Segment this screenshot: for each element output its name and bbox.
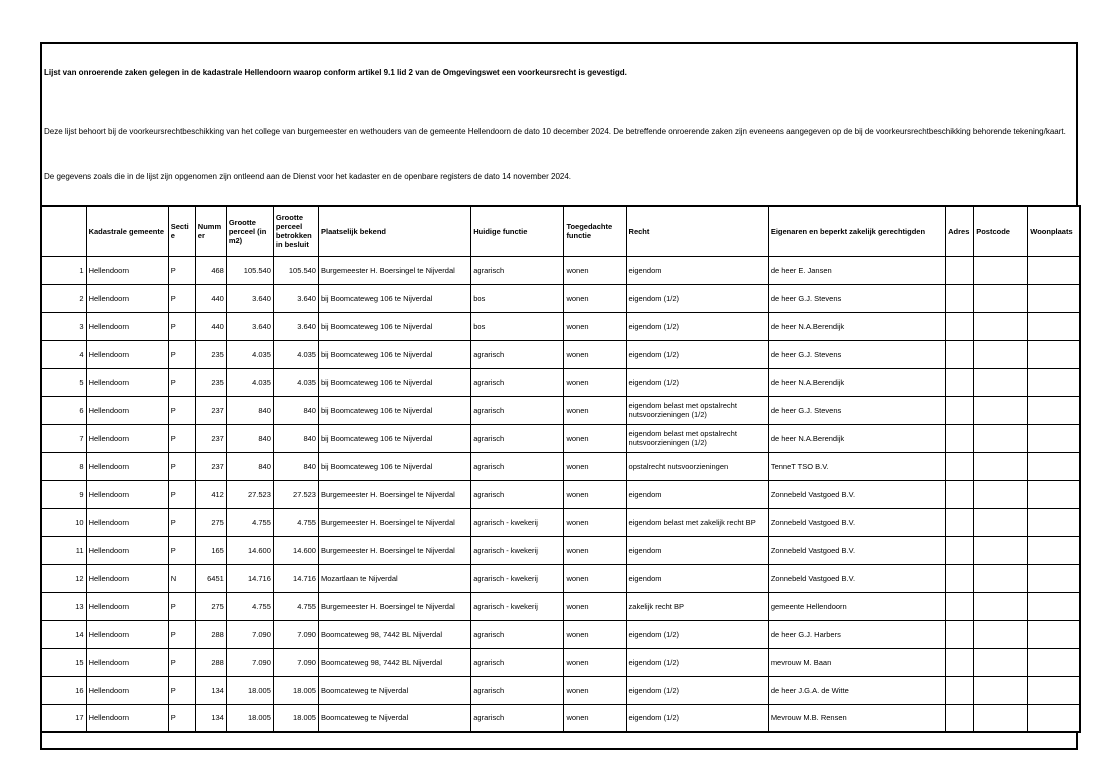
cell: eigendom belast met opstalrecht nutsvoorzieningen (1/2) [626,424,768,452]
cell: 18.005 [226,704,273,732]
cell: Zonnebeld Vastgoed B.V. [768,508,945,536]
column-header-postcode: Postcode [974,206,1028,256]
cell: 237 [195,424,226,452]
cell [946,592,974,620]
table-row [41,676,1080,704]
cell: eigendom [626,480,768,508]
cell: Hellendoorn [86,340,168,368]
cell: 235 [195,368,226,396]
cell [974,704,1028,732]
cell: 18.005 [226,676,273,704]
cell [1028,564,1080,592]
intro-paragraph-title: Lijst van onroerende zaken gelegen in de kadastrale Hellendoorn waarop conform artikel 9.1 lid 2 van de Omgevingswet een voorkeursrecht is gevestigd. [44,68,627,77]
cell: P [168,340,195,368]
cell: wonen [564,312,626,340]
cell [1028,368,1080,396]
cell: agrarisch [471,704,564,732]
cell: 3.640 [273,312,318,340]
cell: Hellendoorn [86,396,168,424]
column-header-plaatselijk-bekend: Plaatselijk bekend [318,206,470,256]
table-row [41,424,1080,452]
cell [974,508,1028,536]
cell: Hellendoorn [86,704,168,732]
cell: Zonnebeld Vastgoed B.V. [768,564,945,592]
cell: 237 [195,396,226,424]
cell [946,704,974,732]
cell: 840 [226,396,273,424]
cell: 440 [195,312,226,340]
cell [946,508,974,536]
cell: de heer E. Jansen [768,256,945,284]
cell: eigendom [626,564,768,592]
cell: 288 [195,620,226,648]
cell: 7.090 [226,620,273,648]
table-row [41,508,1080,536]
cell: P [168,396,195,424]
cell: P [168,312,195,340]
cell: 468 [195,256,226,284]
cell: P [168,676,195,704]
cell: de heer G.J. Stevens [768,396,945,424]
cell: 840 [273,452,318,480]
cell: P [168,256,195,284]
cell: 4.755 [226,508,273,536]
table-row [41,592,1080,620]
cell: 440 [195,284,226,312]
cell [946,480,974,508]
cell: 13 [41,592,86,620]
cell: 11 [41,536,86,564]
cell: wonen [564,564,626,592]
cell [1028,592,1080,620]
cell [974,452,1028,480]
cell [946,564,974,592]
cell: Burgemeester H. Boersingel te Nijverdal [318,536,470,564]
column-header-nummer: Nummer [195,206,226,256]
table-header-row [41,206,1080,256]
cell: eigendom (1/2) [626,676,768,704]
table-row [41,564,1080,592]
cell: wonen [564,284,626,312]
cell: 4.035 [273,368,318,396]
table-row [41,256,1080,284]
cell: de heer G.J. Stevens [768,340,945,368]
column-header-sectie: Sectie [168,206,195,256]
intro-paragraph-source-decision: Deze lijst behoort bij de voorkeursrechtbeschikking van het college van burgemeester en wethouders van de gemeente Hellendoorn de dato 10 december 2024. De betreffende onroerende zaken zijn eveneens aangegeven op de bij de voorkeursrechtbeschikking behorende tekening/kaart. [44,127,1066,136]
cell: zakelijk recht BP [626,592,768,620]
table-header [41,206,1080,256]
cell: Burgemeester H. Boersingel te Nijverdal [318,480,470,508]
cell: P [168,284,195,312]
cell: eigendom (1/2) [626,368,768,396]
cell: TenneT TSO B.V. [768,452,945,480]
cell: P [168,704,195,732]
cell: de heer N.A.Berendijk [768,368,945,396]
cell: 27.523 [226,480,273,508]
cell: 4.755 [273,508,318,536]
cell: agrarisch [471,368,564,396]
column-header-recht: Recht [626,206,768,256]
cell [1028,536,1080,564]
table-row [41,620,1080,648]
cell: wonen [564,340,626,368]
cell: Hellendoorn [86,648,168,676]
cell: 6451 [195,564,226,592]
cell [974,592,1028,620]
cell [946,452,974,480]
cell: P [168,424,195,452]
cell: bij Boomcateweg 106 te Nijverdal [318,340,470,368]
cell [974,256,1028,284]
cell: Hellendoorn [86,284,168,312]
intro-paragraph-kadaster-date: De gegevens zoals die in de lijst zijn opgenomen zijn ontleend aan de Dienst voor het kadaster en de openbare registers de dato 14 november 2024. [44,172,572,181]
table-row [41,452,1080,480]
cell [946,676,974,704]
cell: 235 [195,340,226,368]
cell [946,340,974,368]
cell: eigendom [626,536,768,564]
cell: Burgemeester H. Boersingel te Nijverdal [318,256,470,284]
cell: 275 [195,508,226,536]
cell: agrarisch [471,340,564,368]
cell [1028,452,1080,480]
cell [974,536,1028,564]
cell [1028,284,1080,312]
cell [974,424,1028,452]
column-header-huidige-functie: Huidige functie [471,206,564,256]
cell: Mozartlaan te Nijverdal [318,564,470,592]
cell: wonen [564,704,626,732]
cell: Hellendoorn [86,368,168,396]
cell: wonen [564,620,626,648]
cell [1028,396,1080,424]
cell: mevrouw M. Baan [768,648,945,676]
cell: 12 [41,564,86,592]
cell: P [168,480,195,508]
cell: 3.640 [226,312,273,340]
cell: 7 [41,424,86,452]
table-row [41,368,1080,396]
cell: 4.755 [273,592,318,620]
cell: Zonnebeld Vastgoed B.V. [768,536,945,564]
cell: agrarisch - kwekerij [471,508,564,536]
cell: wonen [564,592,626,620]
cell: eigendom belast met zakelijk recht BP [626,508,768,536]
cell [946,284,974,312]
cell [946,620,974,648]
cell [1028,676,1080,704]
cell: 4 [41,340,86,368]
cell: agrarisch [471,256,564,284]
cell: bij Boomcateweg 106 te Nijverdal [318,452,470,480]
cell: P [168,648,195,676]
cell: P [168,620,195,648]
column-header-woonplaats: Woonplaats [1028,206,1080,256]
cell: wonen [564,508,626,536]
cell: eigendom (1/2) [626,648,768,676]
table-row [41,648,1080,676]
cell [974,368,1028,396]
cell: 840 [226,424,273,452]
cell: 10 [41,508,86,536]
cell: P [168,592,195,620]
cell [946,536,974,564]
table-row [41,396,1080,424]
cell: Zonnebeld Vastgoed B.V. [768,480,945,508]
cell [1028,620,1080,648]
cell: 18.005 [273,676,318,704]
table-row [41,704,1080,732]
cell: wonen [564,536,626,564]
cell: 288 [195,648,226,676]
cell: eigendom (1/2) [626,704,768,732]
cell: 275 [195,592,226,620]
cell: 14.716 [273,564,318,592]
cell: 4.035 [226,340,273,368]
column-header-grootte-perceel-in-m2: Grootte perceel (in m2) [226,206,273,256]
cell [946,396,974,424]
cell: 840 [226,452,273,480]
cell: de heer N.A.Berendijk [768,424,945,452]
cell: 412 [195,480,226,508]
table-row [41,480,1080,508]
cell: Hellendoorn [86,676,168,704]
cell: 7.090 [226,648,273,676]
cell: bij Boomcateweg 106 te Nijverdal [318,312,470,340]
cell: wonen [564,480,626,508]
cell: de heer G.J. Harbers [768,620,945,648]
cell [1028,424,1080,452]
table-row [41,340,1080,368]
cell: 14.600 [273,536,318,564]
cell [1028,508,1080,536]
cell: Boomcateweg 98, 7442 BL Nijverdal [318,620,470,648]
cell: Hellendoorn [86,592,168,620]
cell: Burgemeester H. Boersingel te Nijverdal [318,592,470,620]
cell: Mevrouw M.B. Rensen [768,704,945,732]
cell: 6 [41,396,86,424]
cell: de heer J.G.A. de Witte [768,676,945,704]
cell: wonen [564,424,626,452]
cell [946,424,974,452]
column-header-toegedachte-functie: Toegedachte functie [564,206,626,256]
cell [1028,480,1080,508]
cell: 15 [41,648,86,676]
cell [946,648,974,676]
cell: 1 [41,256,86,284]
cell: bij Boomcateweg 106 te Nijverdal [318,424,470,452]
table-row [41,312,1080,340]
cell: N [168,564,195,592]
cell: Hellendoorn [86,564,168,592]
cell: 5 [41,368,86,396]
cell: bij Boomcateweg 106 te Nijverdal [318,396,470,424]
table-row [41,536,1080,564]
cell: 14.600 [226,536,273,564]
cell: 237 [195,452,226,480]
cell: agrarisch [471,648,564,676]
cell [1028,648,1080,676]
cell [974,284,1028,312]
cell: wonen [564,256,626,284]
cell: bos [471,284,564,312]
cell: eigendom (1/2) [626,312,768,340]
cell: bij Boomcateweg 106 te Nijverdal [318,284,470,312]
cell [1028,312,1080,340]
cell: Hellendoorn [86,480,168,508]
cell: wonen [564,396,626,424]
cell [974,340,1028,368]
cell: Hellendoorn [86,620,168,648]
cell: agrarisch [471,396,564,424]
cell: 14.716 [226,564,273,592]
cell: 840 [273,396,318,424]
cell: 165 [195,536,226,564]
cell [974,396,1028,424]
cell: eigendom belast met opstalrecht nutsvoorzieningen (1/2) [626,396,768,424]
cell: Hellendoorn [86,424,168,452]
cell: 7.090 [273,620,318,648]
cell: 840 [273,424,318,452]
cell: 4.035 [273,340,318,368]
cell: Hellendoorn [86,452,168,480]
voorkeursrecht-parcel-table [40,205,1081,733]
cell: wonen [564,676,626,704]
cell: 134 [195,704,226,732]
cell: de heer N.A.Berendijk [768,312,945,340]
cell: agrarisch [471,620,564,648]
cell: wonen [564,648,626,676]
cell: bos [471,312,564,340]
cell: agrarisch [471,480,564,508]
cell: 105.540 [273,256,318,284]
cell: 17 [41,704,86,732]
document-page [40,42,1078,750]
cell: Boomcateweg 98, 7442 BL Nijverdal [318,648,470,676]
cell: 16 [41,676,86,704]
cell: 4.755 [226,592,273,620]
cell: agrarisch [471,452,564,480]
cell: 18.005 [273,704,318,732]
cell [946,368,974,396]
cell: wonen [564,368,626,396]
cell: agrarisch - kwekerij [471,536,564,564]
cell [974,312,1028,340]
cell [1028,340,1080,368]
cell: 134 [195,676,226,704]
cell: 2 [41,284,86,312]
cell: agrarisch - kwekerij [471,564,564,592]
cell: 3.640 [273,284,318,312]
cell: 3 [41,312,86,340]
cell: 14 [41,620,86,648]
cell: 9 [41,480,86,508]
cell: P [168,508,195,536]
cell: eigendom [626,256,768,284]
table-body [41,256,1080,732]
column-header-kadastrale-gemeente: Kadastrale gemeente [86,206,168,256]
cell: Hellendoorn [86,256,168,284]
cell: P [168,452,195,480]
cell: Boomcateweg te Nijverdal [318,704,470,732]
cell [1028,256,1080,284]
cell: 27.523 [273,480,318,508]
cell: de heer G.J. Stevens [768,284,945,312]
cell [974,620,1028,648]
cell: Hellendoorn [86,508,168,536]
cell: 105.540 [226,256,273,284]
cell: P [168,536,195,564]
cell: Hellendoorn [86,536,168,564]
cell: P [168,368,195,396]
cell [974,648,1028,676]
cell: 7.090 [273,648,318,676]
cell: Burgemeester H. Boersingel te Nijverdal [318,508,470,536]
cell: 4.035 [226,368,273,396]
cell: 8 [41,452,86,480]
cell [974,480,1028,508]
cell: eigendom (1/2) [626,284,768,312]
table-row [41,284,1080,312]
cell: wonen [564,452,626,480]
column-header-adres: Adres [946,206,974,256]
cell: 3.640 [226,284,273,312]
cell [974,676,1028,704]
cell: agrarisch [471,424,564,452]
cell: agrarisch - kwekerij [471,592,564,620]
cell [1028,704,1080,732]
cell [946,256,974,284]
column-header-grootte-perceel-betrokken-in-besluit: Grootte perceel betrokken in besluit [273,206,318,256]
cell: Boomcateweg te Nijverdal [318,676,470,704]
cell: Hellendoorn [86,312,168,340]
cell: gemeente Hellendoorn [768,592,945,620]
cell: eigendom (1/2) [626,620,768,648]
column-header-eigenaren-en-beperkt-zakelijk-gerechtigden: Eigenaren en beperkt zakelijk gerechtigden [768,206,945,256]
cell: eigendom (1/2) [626,340,768,368]
cell [974,564,1028,592]
cell: agrarisch [471,676,564,704]
cell: opstalrecht nutsvoorzieningen [626,452,768,480]
column-header-row-number [41,206,86,256]
cell: bij Boomcateweg 106 te Nijverdal [318,368,470,396]
cell [946,312,974,340]
